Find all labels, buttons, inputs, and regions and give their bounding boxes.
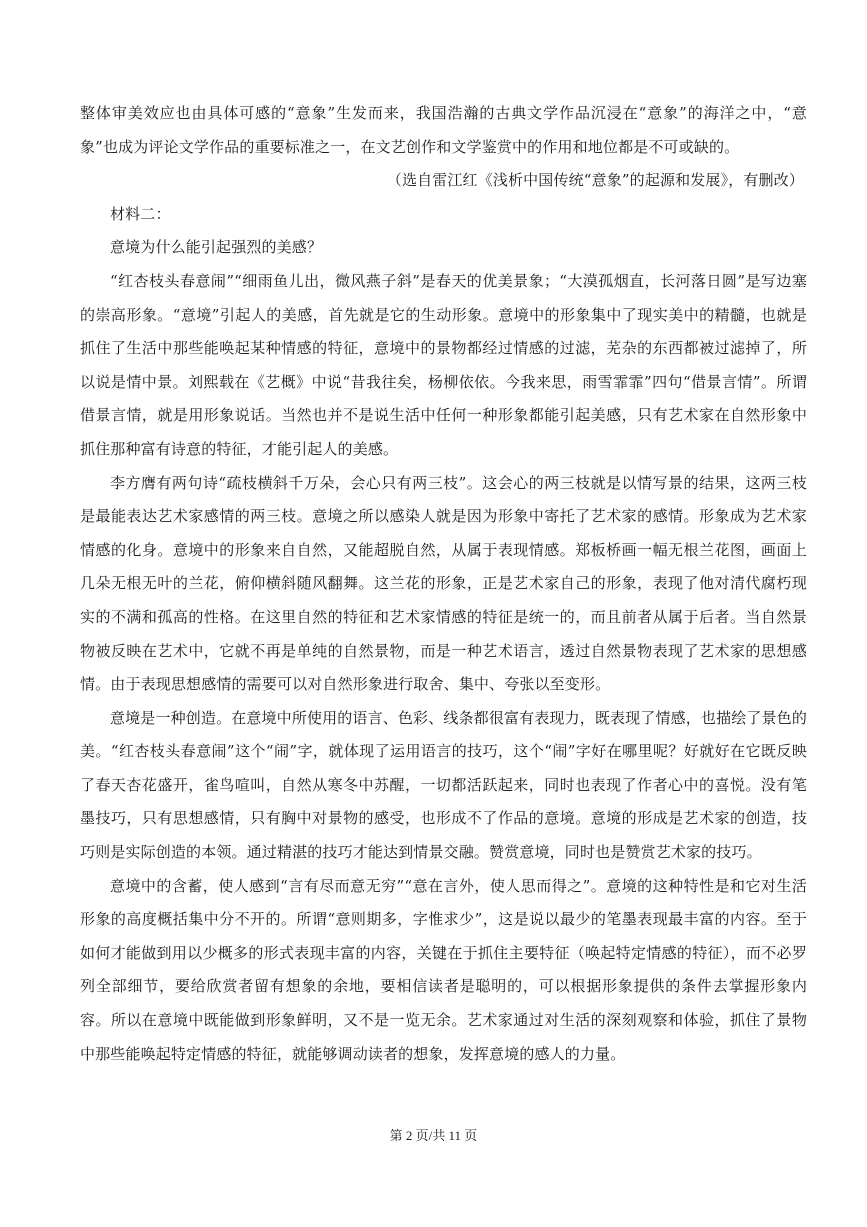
material-heading: 材料二：: [110, 204, 171, 223]
source-citation: （选自雷江红《浅析中国传统“意象”的起源和发展》，有删改）: [386, 171, 804, 190]
question-heading: 意境为什么能引起强烈的美感？: [110, 238, 323, 257]
body-text: [80, 97, 807, 1071]
paragraph-vivid-image: “红杏枝头春意闹”“细雨鱼儿出，微风燕子斜”是春天的优美景象；“大漠孤烟直，长河落日圆”是写边塞的崇高形象。“意境”引起人的美感，首先就是它的生动形象。意境中的形象集中了现实美中的精髓，也就是抓住了生活中那些能唤起某种情感的特征，意境中的景物都经过情感的过滤，芜杂的东西都被过滤掉了，所以说是情中景。刘熙载在《艺概》中说“昔我往矣，杨柳依依。今我来思，雨雪霏霏”四句“借景言情”。所谓借景言情，就是用形象说话。当然也并不是说生活中任何一种形象都能引起美感，只有艺术家在自然形象中抓住那种富有诗意的特征，才能引起人的美感。: [80, 271, 807, 458]
paragraph-emotion: 李方膺有两句诗“疏枝横斜千万朵，会心只有两三枝”。这会心的两三枝就是以情写景的结果，这两三枝是最能表达艺术家感情的两三枝。意境之所以感染人就是因为形象中寄托了艺术家的感情。形象成为艺术家情感的化身。意境中的形象来自自然，又能超脱自然，从属于表现情感。郑板桥画一幅无根兰花图，画面上几朵无根无叶的兰花，俯仰横斜随风翻舞。这兰花的形象，正是艺术家自己的形象，表现了他对清代腐朽现实的不满和孤高的性格。在这里自然的特征和艺术家情感的特征是统一的，而且前者从属于后者。当自然景物被反映在艺术中，它就不再是单纯的自然景物，而是一种艺术语言，透过自然景物表现了艺术家的思想感情。由于表现思想感情的需要可以对自然形象进行取舍、集中、夸张以至变形。: [80, 473, 807, 694]
page-number: 第 2 页/共 11 页: [389, 1128, 478, 1143]
paragraph-implicitness: 意境中的含蓄，使人感到“言有尽而意无穷”“意在言外，使人思而得之”。意境的这种特性是和它对生活形象的高度概括集中分不开的。所谓“意则期多，字惟求少”，这是说以最少的笔墨表现最丰富的内容。至于如何才能做到用以少概多的形式表现丰富的内容，关键在于抓住主要特征（唤起特定情感的特征），而不必罗列全部细节，要给欣赏者留有想象的余地，要相信读者是聪明的，可以根据形象提供的条件去掌握形象内容。所以在意境中既能做到形象鲜明，又不是一览无余。艺术家通过对生活的深刻观察和体验，抓住了景物中那些能唤起特定情感的特征，就能够调动读者的想象，发挥意境的感人的力量。: [80, 876, 807, 1063]
page-footer: [0, 1127, 867, 1145]
paragraph-intro-continuation: 整体审美效应也由具体可感的“意象”生发而来，我国浩瀚的古典文学作品沉浸在“意象”的海洋之中，“意象”也成为评论文学作品的重要标准之一，在文艺创作和文学鉴赏中的作用和地位都是不可或缺的。: [80, 104, 807, 156]
paragraph-creation: 意境是一种创造。在意境中所使用的语言、色彩、线条都很富有表现力，既表现了情感，也描绘了景色的美。“红杏枝头春意闹”这个“闹”字，就体现了运用语言的技巧，这个“闹”字好在哪里呢？好就好在它既反映了春天杏花盛开，雀鸟喧叫，自然从寒冬中苏醒，一切都活跃起来，同时也表现了作者心中的喜悦。没有笔墨技巧，只有思想感情，只有胸中对景物的感受，也形成不了作品的意境。意境的形成是艺术家的创造，技巧则是实际创造的本领。通过精湛的技巧才能达到情景交融。赞赏意境，同时也是赞赏艺术家的技巧。: [80, 708, 807, 862]
